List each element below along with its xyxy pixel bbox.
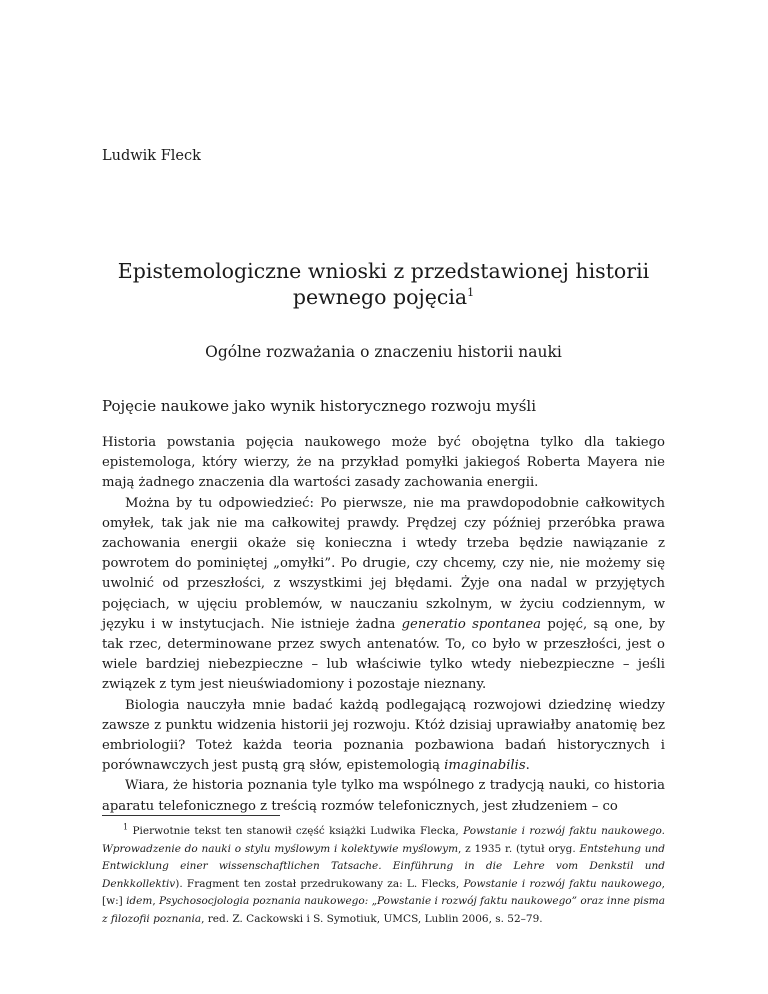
footnote-mark: 1 — [123, 822, 129, 832]
title-footnote-mark[interactable]: 1 — [467, 286, 475, 300]
chapter-subtitle: Ogólne rozważania o znaczeniu historii nauki — [205, 343, 562, 361]
footnote-divider — [102, 815, 280, 816]
article-title — [102, 258, 665, 310]
section-heading: Pojęcie naukowe jako wynik historycznego rozwoju myśli — [102, 397, 537, 415]
document-page — [102, 0, 665, 994]
paragraph-1: Historia powstania pojęcia naukowego może być obojętna tylko dla takiego epistemologa, który wierzy, że na przykład pomyłki jakiegoś Roberta Mayera nie mają żadnego znaczenia dla wartości zasady zachowania energii. — [102, 435, 665, 491]
emphasis-imaginabilis: imaginabilis — [444, 758, 526, 774]
paragraph-2: Można by tu odpowiedzieć: Po pierwsze, nie ma prawdopodobnie całkowitych omyłek, tak jak nie ma całkowitej prawdy. Prędzej czy później przeróbka prawa zachowania energii okaże się konieczna i wtedy trzeba będzie nawiązanie z powrotem do pominiętej „omyłki”. Po drugie, czy chcemy, czy nie, nie możemy się uwolnić od przeszłości, z wszystkimi jej błędami. Żyje ona nadal w przyjętych pojęciach, w ujęciu problemów, w nauczaniu szkolnym, w życiu codziennym, w języku i w instytucjach. Nie istnieje żadna generatio spontanea pojęć, są one, by tak rzec, determinowane przez swych antenatów. To, co było w przeszłości, jest o wiele bardziej niebezpieczne – lub właściwie tylko wtedy niebezpieczne – jeśli związek z tym jest nieuświadomiony i pozostaje nieznany. — [102, 495, 665, 693]
author-name: Ludwik Fleck — [102, 148, 201, 164]
title-line-1: Epistemologiczne wnioski z przedstawionej historii — [117, 259, 650, 283]
paragraph-3: Biologia nauczyła mnie badać każdą podlegającą rozwojowi dziedzinę wiedzy zawsze z punktu widzenia historii jej rozwoju. Któż dzisiaj uprawiałby anatomię bez embriologii? Toteż każda teoria poznania pozbawiona badań historycznych i porównawczych jest pustą grą słów, epistemologią imaginabilis. — [102, 697, 665, 774]
emphasis-generatio-spontanea: generatio spontanea — [401, 616, 542, 632]
footnote-1: $^1$ Pierwotnie tekst ten stanowił część książki Ludwika Flecka, Powstanie i rozwój faktu naukowego. Wprowadzenie do nauki o stylu myślowym i kolektywie myślowym, z 1935 r. (tytuł oryg. Entstehung und Entwicklung einer wissenschaftlichen Tatsache. Einführung in die Lehre vom Denkstil und Denkkollektiv). Fragment ten został przedrukowany za: L. Flecks, Powstanie i rozwój faktu naukowego, [w:] idem, Psychosocjologia poznania naukowego: „Powstanie i rozwój faktu naukowego” oraz inne pisma z filozofii poznania, red. Z. Cackowski i S. Symotiuk, UMCS, Lublin 2006, s. 52–79. — [102, 822, 666, 925]
paragraph-4: Wiara, że historia poznania tyle tylko ma wspólnego z tradycją nauki, co historia aparatu telefonicznego z treścią rozmów telefonicznych, jest złudzeniem – co — [102, 778, 665, 814]
body-text — [102, 433, 665, 817]
title-line-2: pewnego pojęcia — [292, 285, 468, 309]
